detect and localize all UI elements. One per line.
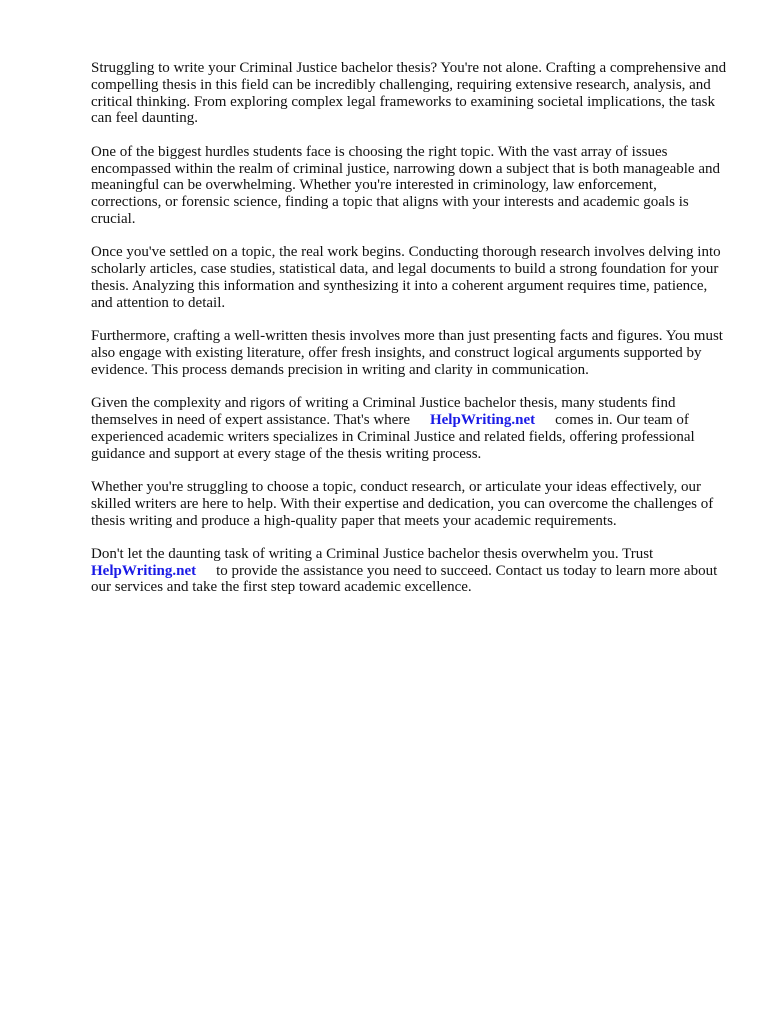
- paragraph-assistance-text-after: comes in. Our team of experienced academic writers specializes in Criminal Justice and related fields, offering professional guidance and support at every stage of the thesis writing process.: [91, 411, 695, 462]
- paragraph-assistance-text-before: Given the complexity and rigors of writing a Criminal Justice bachelor thesis, many students find themselves in need of expert assistance. That's where: [91, 395, 676, 428]
- paragraph-research: Once you've settled on a topic, the real work begins. Conducting thorough research involves delving into scholarly articles, case studies, statistical data, and legal documents to build a strong foundation for your thesis. Analyzing this information and synthesizing it into a coherent argument requires time, patience, and attention to detail.: [91, 244, 721, 311]
- helpwriting-link-closing[interactable]: HelpWriting.net: [91, 562, 197, 579]
- paragraph-support: Whether you're struggling to choose a topic, conduct research, or articulate your ideas effectively, our skilled writers are here to help. With their expertise and dedication, you can overcome the challenges of thesis writing and produce a high-quality paper that meets your academic requirements.: [91, 478, 714, 529]
- paragraph-closing-text-after: to provide the assistance you need to succeed. Contact us today to learn more about our services and take the first step toward academic excellence.: [91, 562, 718, 596]
- paragraph-writing: Furthermore, crafting a well-written thesis involves more than just presenting facts and figures. You must also engage with existing literature, offer fresh insights, and construct logical arguments supported by evidence. This process demands precision in writing and clarity in communication.: [91, 328, 723, 378]
- paragraph-closing-text-before: Don't let the daunting task of writing a Criminal Justice bachelor thesis overwhelm you. Trust: [91, 545, 654, 562]
- paragraph-topic-choice: One of the biggest hurdles students face is choosing the right topic. With the vast array of issues encompassed within the realm of criminal justice, narrowing down a subject that is both manageable and meaningful can be overwhelming. Whether you're interested in criminology, law enforcement, corrections, or forensic science, finding a topic that aligns with your interests and academic goals is crucial.: [91, 143, 720, 227]
- paragraph-intro: Struggling to write your Criminal Justice bachelor thesis? You're not alone. Crafting a comprehensive and compelling thesis in this field can be incredibly challenging, requiring extensive research, analysis, and critical thinking. From exploring complex legal frameworks to examining societal implications, the task can feel daunting.: [91, 60, 727, 127]
- paragraph-closing: [91, 546, 727, 596]
- paragraph-assistance: [91, 395, 727, 462]
- helpwriting-link[interactable]: HelpWriting.net: [429, 411, 536, 428]
- document-body: [91, 60, 727, 613]
